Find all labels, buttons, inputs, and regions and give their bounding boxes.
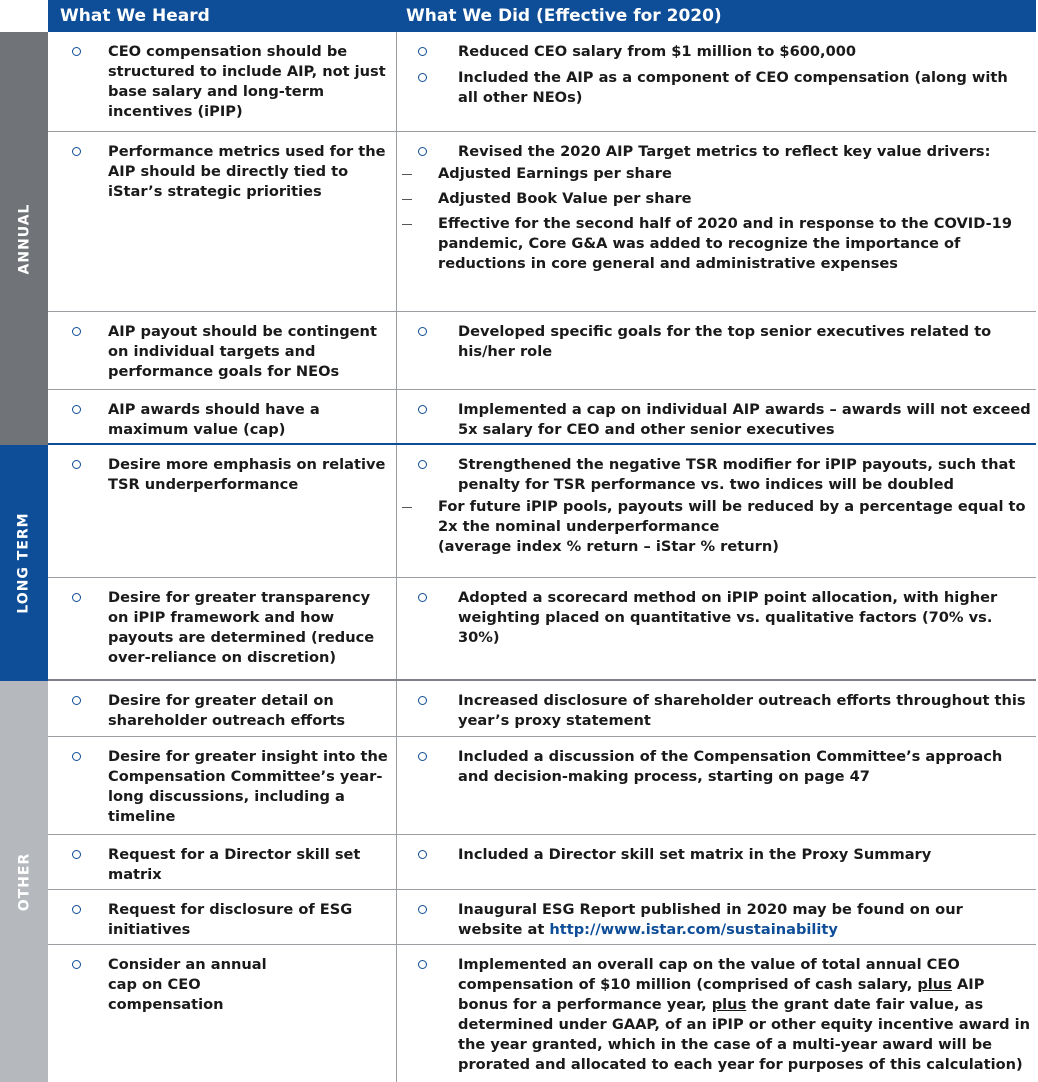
circle-bullet-icon: [72, 460, 81, 469]
dash-bullet-icon: [402, 507, 412, 508]
circle-bullet-icon: [72, 47, 81, 56]
section-label-long-term: LONG TERM: [0, 445, 48, 681]
table-row: [48, 390, 1036, 445]
circle-bullet-icon: [72, 147, 81, 156]
table-row: [48, 132, 1036, 312]
header-what-we-did: What We Did (Effective for 2020): [406, 6, 722, 26]
table-row: [48, 32, 1036, 132]
sub-text: For future iPIP pools, payouts will be reduced by a percentage equal to 2x the nominal underperformance: [438, 498, 1026, 535]
sub-text-formula: (average index % return – iStar % return): [438, 538, 779, 555]
circle-bullet-icon: [418, 593, 427, 602]
heard-text: AIP payout should be contingent on individual targets and performance goals for NEOs: [108, 323, 377, 380]
circle-bullet-icon: [72, 405, 81, 414]
circle-bullet-icon: [418, 47, 427, 56]
table-row: [48, 445, 1036, 578]
did-text: Developed specific goals for the top senior executives related to his/her role: [458, 323, 992, 360]
circle-bullet-icon: [72, 905, 81, 914]
did-text: Included a Director skill set matrix in the Proxy Summary: [458, 846, 932, 863]
underlined-plus: plus: [711, 996, 747, 1013]
heard-text: Desire for greater transparency on iPIP framework and how payouts are determined (reduce over-reliance on discretion): [108, 589, 375, 666]
circle-bullet-icon: [72, 850, 81, 859]
sub-text: Adjusted Book Value per share: [438, 190, 692, 207]
heard-text: CEO compensation should be structured to include AIP, not just base salary and long-term incentives (iPIP): [108, 43, 386, 120]
circle-bullet-icon: [418, 327, 427, 336]
table-row: [48, 890, 1036, 945]
circle-bullet-icon: [418, 752, 427, 761]
did-text: Included a discussion of the Compensation Committee’s approach and decision-making process, starting on page 47: [458, 748, 1003, 785]
section-label-annual: ANNUAL: [0, 32, 48, 445]
header-what-we-heard: What We Heard: [60, 6, 210, 26]
heard-text: Request for a Director skill set matrix: [108, 846, 361, 883]
heard-text: Request for disclosure of ESG initiatives: [108, 901, 353, 938]
circle-bullet-icon: [418, 147, 427, 156]
did-text: Implemented a cap on individual AIP awards – awards will not exceed 5x salary for CEO and other senior executives: [458, 401, 1031, 438]
table-row: [48, 312, 1036, 390]
dash-bullet-icon: [402, 224, 412, 225]
circle-bullet-icon: [72, 696, 81, 705]
did-text: Inaugural ESG Report published in 2020 may be found on our website at: [458, 901, 963, 938]
table-row: [48, 578, 1036, 681]
did-text: Reduced CEO salary from $1 million to $600,000: [458, 43, 857, 60]
circle-bullet-icon: [72, 960, 81, 969]
table-row: [48, 945, 1036, 1082]
circle-bullet-icon: [418, 905, 427, 914]
did-text: Increased disclosure of shareholder outreach efforts throughout this year’s proxy statement: [458, 692, 1026, 729]
dash-bullet-icon: [402, 174, 412, 175]
did-text: Implemented an overall cap on the value of total annual CEO compensation of $10 million (comprised of cash salary, plus AIP bonus for a performance year, plus the grant date fair value, as determined under GAAP, of an iPIP or other equity incentive award in the year granted, which in the case of a multi-year award will be prorated and allocated to each year for purposes of this calculation): [458, 956, 1030, 1073]
did-text: Included the AIP as a component of CEO compensation (along with all other NEOs): [458, 69, 1008, 106]
heard-text: Desire for greater detail on shareholder outreach efforts: [108, 692, 346, 729]
heard-text: Performance metrics used for the AIP should be directly tied to iStar’s strategic priorities: [108, 143, 386, 200]
circle-bullet-icon: [72, 752, 81, 761]
circle-bullet-icon: [418, 850, 427, 859]
heard-text: Desire for greater insight into the Compensation Committee’s year-long discussions, including a timeline: [108, 748, 388, 825]
heard-text: Consider an annual cap on CEO compensation: [108, 956, 267, 1013]
heard-text: Desire more emphasis on relative TSR underperformance: [108, 456, 386, 493]
did-text: Strengthened the negative TSR modifier for iPIP payouts, such that penalty for TSR performance vs. two indices will be doubled: [458, 456, 1016, 493]
circle-bullet-icon: [418, 73, 427, 82]
dash-bullet-icon: [402, 199, 412, 200]
circle-bullet-icon: [418, 960, 427, 969]
table-row: [48, 737, 1036, 835]
underlined-plus: plus: [917, 976, 952, 993]
circle-bullet-icon: [72, 593, 81, 602]
did-text: Revised the 2020 AIP Target metrics to reflect key value drivers:: [458, 143, 991, 160]
circle-bullet-icon: [72, 327, 81, 336]
sustainability-link[interactable]: http://www.istar.com/sustainability: [549, 921, 838, 938]
sub-text: Adjusted Earnings per share: [438, 165, 672, 182]
circle-bullet-icon: [418, 405, 427, 414]
table-header: [48, 0, 1036, 32]
circle-bullet-icon: [418, 460, 427, 469]
did-text: Adopted a scorecard method on iPIP point allocation, with higher weighting placed on quantitative vs. qualitative factors (70% vs. 30%): [458, 589, 998, 646]
sub-text: Effective for the second half of 2020 and in response to the COVID-19 pandemic, Core G&A was added to recognize the importance of reductions in core general and administrative expenses: [438, 215, 1012, 272]
table-row: [48, 835, 1036, 890]
table-row: [48, 681, 1036, 737]
circle-bullet-icon: [418, 696, 427, 705]
heard-text: AIP awards should have a maximum value (cap): [108, 401, 320, 438]
section-label-other: OTHER: [0, 681, 48, 1082]
